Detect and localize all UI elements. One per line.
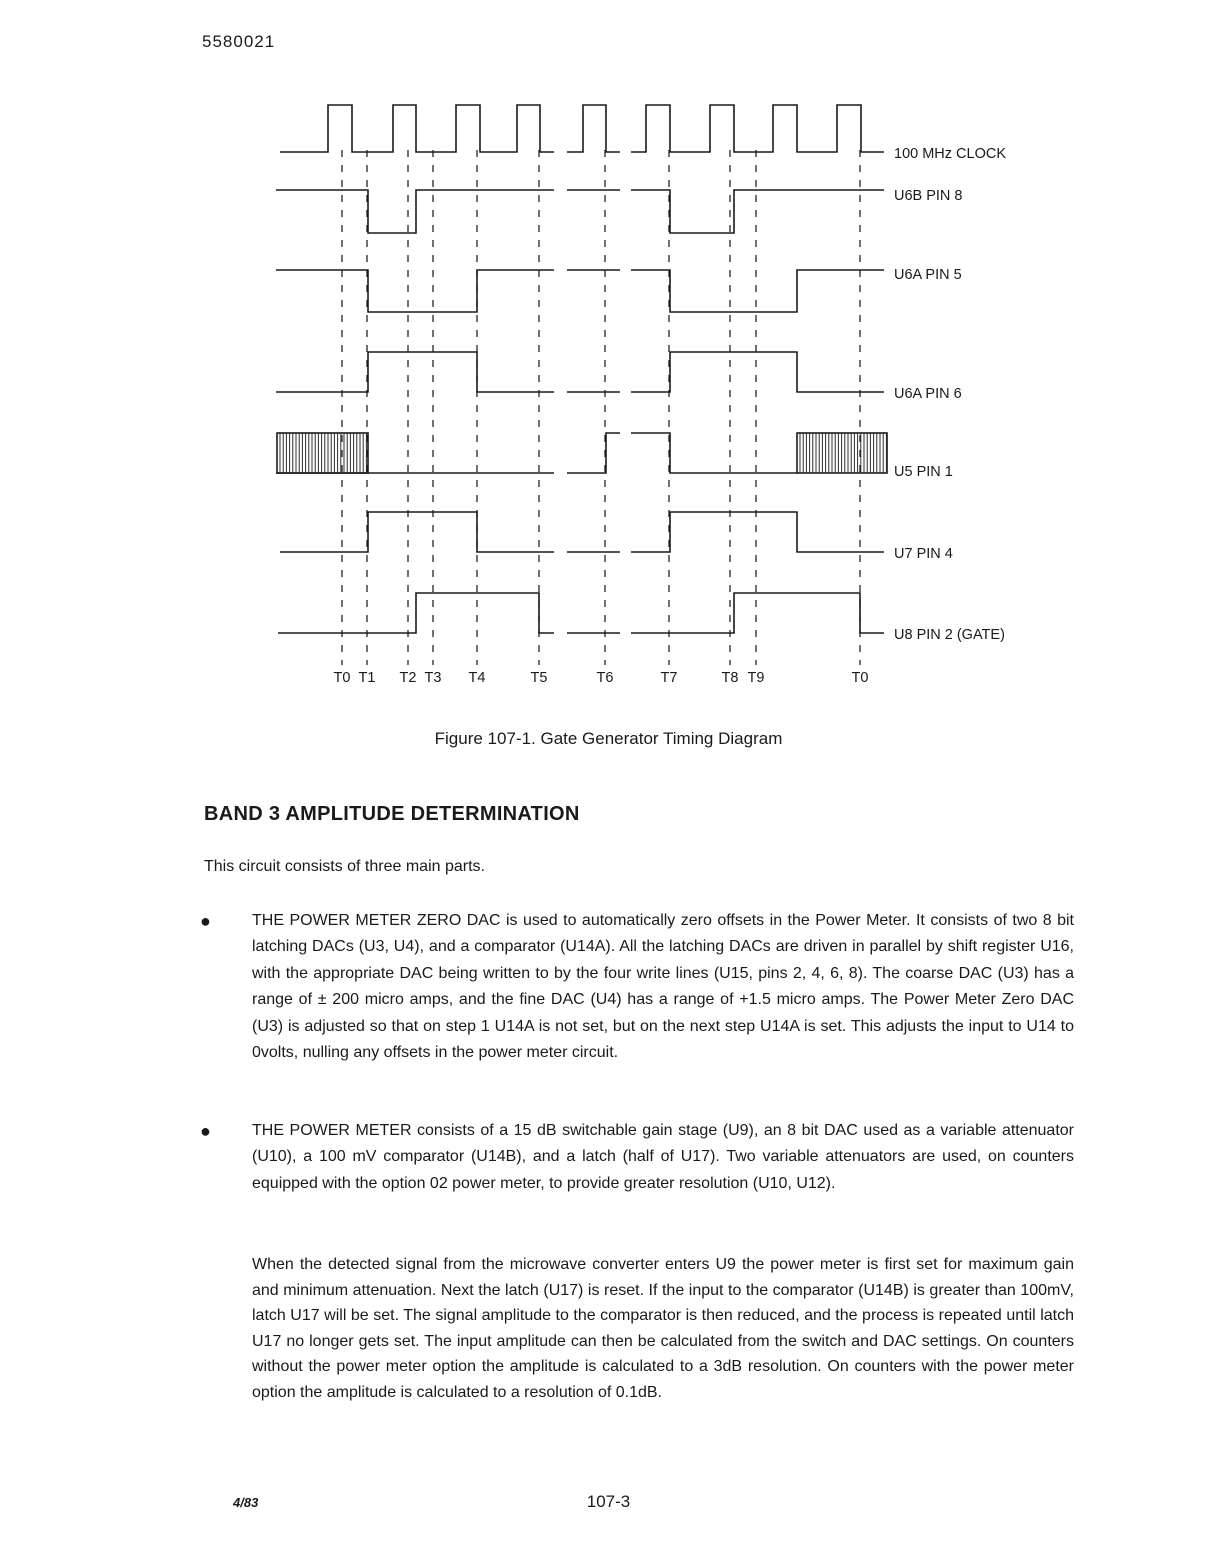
document-number: 5580021 (202, 32, 276, 51)
signal-waveform (280, 105, 884, 152)
time-label: T0 (333, 670, 351, 686)
figure-caption: Figure 107-1. Gate Generator Timing Diagram (434, 729, 783, 748)
bullet-text: THE POWER METER consists of a 15 dB switchable gain stage (U9), an 8 bit DAC used as a variable attenuator (U10), a 100 mV comparator (U14B), and a latch (half of U17). Two variable attenuators are used, on counters equipped with the option 02 power meter, to provide greater resolution (U10, U12). (252, 1122, 1074, 1192)
signal-waveform (280, 512, 884, 552)
time-label: T7 (660, 670, 678, 686)
time-labels (334, 670, 869, 686)
signal-label: U6B PIN 8 (894, 188, 963, 204)
bullet-icon: ● (200, 911, 211, 931)
signal-waveform (276, 433, 797, 473)
signal-waveform (276, 352, 884, 392)
signal-waveform (276, 270, 884, 312)
signal-label: U8 PIN 2 (GATE) (894, 627, 1005, 643)
signal-labels (894, 146, 1006, 643)
page-number: 107-3 (586, 1492, 631, 1511)
time-label: T9 (747, 670, 765, 686)
body-paragraph: When the detected signal from the microwave converter enters U9 the power meter is first set for maximum gain and minimum attenuation. Next the latch (U17) is reset. If the input to the comparator (U14B) is greater than 100mV, latch U17 will be set. The signal amplitude to the comparator is then reduced, and the process is repeated until latch U17 no longer gets set. The input amplitude can then be calculated from the switch and DAC settings. On counters without the power meter option the amplitude is calculated to a 3dB resolution. On counters with the power meter option the amplitude is calculated to a resolution of 0.1dB. (252, 1256, 1074, 1401)
signal-label: U5 PIN 1 (894, 464, 953, 480)
time-label: T3 (424, 670, 442, 686)
signal-waveform (276, 190, 884, 233)
time-label: T4 (468, 670, 486, 686)
section-heading: BAND 3 AMPLITUDE DETERMINATION (204, 803, 580, 825)
timing-diagram (0, 0, 1217, 700)
signal-label: U7 PIN 4 (894, 546, 953, 562)
bullet-icon: ● (200, 1121, 211, 1141)
time-label: T2 (399, 670, 417, 686)
signal-label: 100 MHz CLOCK (894, 146, 1007, 162)
time-label: T0 (851, 670, 869, 686)
intro-text: This circuit consists of three main parts. (204, 858, 485, 875)
hatched-region (277, 433, 368, 473)
signal-waveform (278, 593, 884, 633)
time-label: T8 (721, 670, 739, 686)
hatched-regions (277, 433, 887, 473)
signal-label: U6A PIN 5 (894, 267, 962, 283)
time-guide-lines (342, 150, 860, 665)
time-label: T5 (530, 670, 548, 686)
bullet-text: THE POWER METER ZERO DAC is used to automatically zero offsets in the Power Meter. It consists of two 8 bit latching DACs (U3, U4), and a comparator (U14A). All the latching DACs are driven in parallel by shift register U16, with the appropriate DAC being written to by the four write lines (U15, pins 2, 4, 6, 8). The coarse DAC (U3) has a range of ± 200 micro amps, and the fine DAC (U4) has a range of +1.5 micro amps. The Power Meter Zero DAC (U3) is adjusted so that on step 1 U14A is not set, but on the next step U14A is set. This adjusts the input to U14 to 0volts, nulling any offsets in the power meter circuit. (252, 912, 1074, 1062)
signal-label: U6A PIN 6 (894, 386, 962, 402)
footer-date: 4/83 (233, 1495, 259, 1510)
time-label: T6 (596, 670, 614, 686)
time-label: T1 (358, 670, 376, 686)
